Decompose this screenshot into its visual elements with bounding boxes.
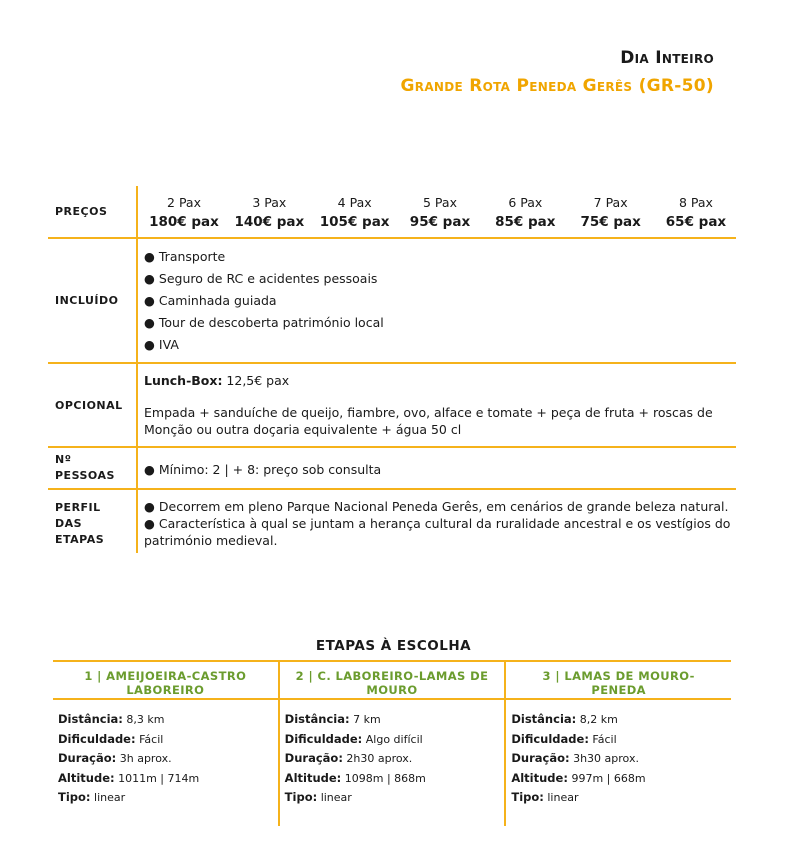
page-header <box>401 48 714 96</box>
price-item <box>144 194 224 231</box>
price-item <box>485 194 565 231</box>
profile-text <box>136 490 736 553</box>
stage-info <box>53 700 278 826</box>
price-amount: 85€ pax <box>495 214 556 230</box>
price-pax: 7 Pax <box>593 195 628 210</box>
stage-title: 1 | AMEIJOEIRA-CASTRO LABOREIRO <box>53 662 278 700</box>
stage-column <box>504 662 731 826</box>
included-label: INCLUÍDO <box>55 294 119 307</box>
price-item <box>656 194 736 231</box>
price-item <box>571 194 651 231</box>
profile-label <box>48 490 136 553</box>
page-title: Dia Inteiro <box>620 48 714 68</box>
optional-row <box>48 364 736 448</box>
altitude-value: 1011m | 714m <box>114 771 200 785</box>
type-value: linear <box>317 791 352 804</box>
profile-bullet: ● Característica à qual se juntam a herança cultural da ruralidade ancestral e os vestígios do património medieval. <box>144 516 731 548</box>
price-item <box>315 194 395 231</box>
type-value: linear <box>90 791 126 804</box>
price-amount: 75€ pax <box>580 214 641 230</box>
duration-label: Duração: <box>58 751 117 765</box>
lunch-box-description: Empada + sanduíche de queijo, fiambre, ovo, alface e tomate + peça de fruta + roscas de Monção ou outra doçaria equivalente + água 50 cl <box>144 405 713 437</box>
stages-title: ETAPAS À ESCOLHA <box>315 638 472 654</box>
difficulty-label: Dificuldade: <box>58 731 136 746</box>
type-label: Tipo: <box>58 790 91 804</box>
lunch-box-label: Lunch-Box: <box>144 373 223 388</box>
duration-value: 3h30 aprox. <box>569 752 639 765</box>
difficulty-value: Fácil <box>135 732 164 746</box>
distance-label: Distância: <box>511 712 577 726</box>
price-pax: 2 Pax <box>167 195 201 210</box>
price-amount: 95€ pax <box>409 214 471 230</box>
included-row <box>48 239 736 364</box>
type-value: linear <box>543 791 579 804</box>
info-table <box>48 186 736 553</box>
distance-label: Distância: <box>58 712 123 726</box>
list-item: ● Tour de descoberta património local <box>144 315 384 330</box>
price-pax: 4 Pax <box>337 195 372 210</box>
distance-value: 8,3 km <box>122 713 165 726</box>
distance-value: 8,2 km <box>576 713 618 726</box>
price-pax: 3 Pax <box>252 195 287 210</box>
included-list <box>136 239 736 362</box>
stage-title: 3 | LAMAS DE MOURO-PENEDA <box>506 662 731 700</box>
duration-value: 3h aprox. <box>116 752 172 765</box>
type-label: Tipo: <box>511 790 544 804</box>
altitude-value: 997m | 668m <box>567 771 646 785</box>
distance-label: Distância: <box>284 712 350 726</box>
duration-label: Duração: <box>511 751 570 765</box>
altitude-value: 1098m | 868m <box>341 771 426 785</box>
duration-value: 2h30 aprox. <box>342 752 413 765</box>
stage-info <box>280 700 505 826</box>
price-amount: 65€ pax <box>665 214 727 230</box>
price-amount: 140€ pax <box>234 214 305 230</box>
price-pax: 5 Pax <box>423 195 457 210</box>
prices-label: PREÇOS <box>55 205 108 218</box>
type-label: Tipo: <box>284 790 318 804</box>
stage-column <box>53 662 278 826</box>
altitude-label: Altitude: <box>58 770 115 785</box>
list-item: ● IVA <box>144 337 179 352</box>
stage-title: 2 | C. LABOREIRO-LAMAS DE MOURO <box>280 662 505 700</box>
lunch-box-price: 12,5€ pax <box>222 373 290 388</box>
duration-label: Duração: <box>284 751 343 765</box>
list-item: ● Caminhada guiada <box>144 293 277 308</box>
difficulty-label: Dificuldade: <box>284 731 363 746</box>
profile-label-line: ETAPAS <box>55 533 105 546</box>
price-pax: 8 Pax <box>678 195 713 210</box>
price-item <box>229 194 309 231</box>
price-amount: 180€ pax <box>149 214 219 230</box>
list-item: ● Seguro de RC e acidentes pessoais <box>144 271 378 286</box>
people-text: ● Mínimo: 2 | + 8: preço sob consulta <box>136 448 736 488</box>
altitude-label: Altitude: <box>511 770 568 785</box>
stages-table <box>53 660 731 826</box>
people-label-line: Nº <box>55 453 72 466</box>
profile-bullet: ● Decorrem em pleno Parque Nacional Peneda Gerês, em cenários de grande beleza natural. <box>144 499 729 514</box>
altitude-label: Altitude: <box>284 770 342 785</box>
list-item: ● Transporte <box>144 249 226 264</box>
optional-label: OPCIONAL <box>55 398 123 412</box>
price-list <box>138 186 736 237</box>
stage-info <box>506 700 731 826</box>
people-label-line: PESSOAS <box>55 469 115 482</box>
price-amount: 105€ pax <box>319 214 390 230</box>
prices-row <box>48 186 736 239</box>
difficulty-label: Dificuldade: <box>511 731 589 746</box>
profile-label-line: DAS <box>55 517 83 530</box>
page-subtitle: Grande Rota Peneda Gerês (GR-50) <box>400 76 714 96</box>
profile-row <box>48 490 736 553</box>
price-pax: 6 Pax <box>508 195 543 210</box>
distance-value: 7 km <box>349 713 381 726</box>
difficulty-value: Fácil <box>588 732 617 746</box>
people-row <box>48 448 736 490</box>
stage-column <box>278 662 505 826</box>
difficulty-value: Algo difícil <box>362 732 423 746</box>
profile-label-line: PERFIL <box>55 501 101 514</box>
people-label <box>48 448 136 488</box>
price-item <box>400 194 480 231</box>
